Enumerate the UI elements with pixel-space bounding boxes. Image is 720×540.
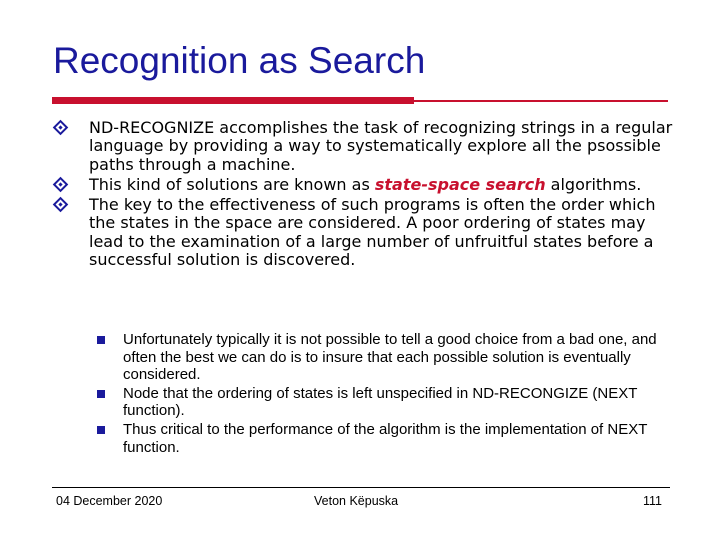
sub-bullet-item [97,385,667,420]
bullet-item [55,119,675,175]
square-bullet-icon [97,426,105,434]
footer-author: Veton Këpuska [314,494,399,508]
sub-bullet-text: Thus critical to the performance of the algorithm is the implementation of NEXT function. [123,421,648,456]
page-number: 111 [643,494,663,508]
title-underline-thick [52,97,414,104]
square-bullet-icon [97,336,105,344]
footer-divider [52,487,670,488]
sub-bullet-text: Unfortunately typically it is not possible to tell a good choice from a bad one, and often the best we can do is to insure that each possible solution is eventually considered. [123,331,657,384]
title-underline-thin [414,100,668,102]
bullet-text: The key to the effectiveness of such programs is often the order which the states in the space are considered. A poor ordering of states may lead to the examination of a large number of unfruitful states before a successful solution is discovered. [89,194,656,269]
bullet-list [55,117,675,271]
bullet-item [55,196,675,270]
bullet-text-tail: algorithms. [545,174,642,194]
diamond-bullet-icon [53,119,69,135]
square-bullet-icon [97,390,105,398]
diamond-bullet-icon [53,196,69,212]
bullet-item [55,176,675,195]
sub-bullet-list [97,330,667,457]
bullet-text: This kind of solutions are known as [89,174,375,194]
slide-title: Recognition as Search [53,40,426,81]
bullet-text: ND-RECOGNIZE accomplishes the task of recognizing strings in a regular language by providing a way to systematically explore all the psossible paths through a machine. [89,117,673,174]
footer-date: 04 December 2020 [56,494,163,508]
sub-bullet-item [97,331,667,384]
highlighted-term: state-space search [374,174,546,194]
sub-bullet-item [97,421,667,456]
diamond-bullet-icon [53,176,69,192]
sub-bullet-text: Node that the ordering of states is left unspecified in ND-RECONGIZE (NEXT function). [123,384,638,420]
